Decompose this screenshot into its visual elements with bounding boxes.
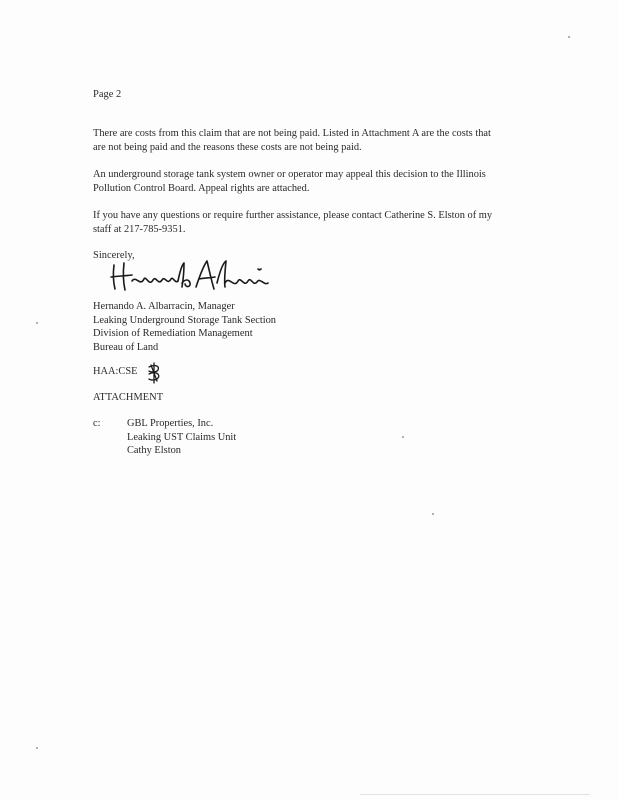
signatory-division: Division of Remediation Management	[93, 328, 253, 339]
page-number: Page 2	[93, 89, 122, 100]
scan-speck	[432, 513, 434, 515]
paragraph-line: Pollution Control Board. Appeal rights are attached.	[93, 182, 310, 194]
paragraph-contact	[93, 209, 492, 236]
scan-speck	[568, 36, 570, 38]
scan-speck	[36, 747, 38, 749]
reference-initials: HAA:CSE	[93, 366, 138, 377]
signatory-section: Leaking Underground Storage Tank Section	[93, 314, 276, 326]
scan-speck	[36, 322, 38, 324]
scan-edge-line	[360, 794, 590, 795]
cc-recipient: Leaking UST Claims Unit	[127, 431, 237, 443]
paragraph-line: An underground storage tank system owner or operator may appeal this decision to the Illinois	[93, 169, 486, 180]
closing: Sincerely,	[93, 250, 135, 261]
paragraph-line: There are costs from this claim that are not being paid. Listed in Attachment A are the costs that	[93, 128, 491, 139]
paragraph-line: staff at 217-785-9351.	[93, 223, 186, 235]
attachment-label: ATTACHMENT	[93, 392, 164, 403]
paragraph-appeal	[93, 168, 486, 195]
cc-recipient: GBL Properties, Inc.	[127, 418, 214, 429]
paragraph-costs-not-paid	[93, 127, 491, 154]
signature-block	[93, 300, 276, 354]
cc-list	[127, 417, 236, 458]
handwritten-signature	[108, 257, 278, 297]
cc-recipient: Cathy Elston	[127, 445, 181, 456]
cc-label: c:	[93, 418, 101, 429]
paragraph-line: are not being paid and the reasons these costs are not being paid.	[93, 141, 362, 153]
paragraph-line: If you have any questions or require further assistance, please contact Catherine S. Elston of my	[93, 210, 493, 221]
scan-speck	[402, 436, 404, 438]
signatory-bureau: Bureau of Land	[93, 341, 159, 353]
handwritten-initials-mark	[146, 361, 162, 385]
signatory-name: Hernando A. Albarracin, Manager	[93, 301, 235, 312]
